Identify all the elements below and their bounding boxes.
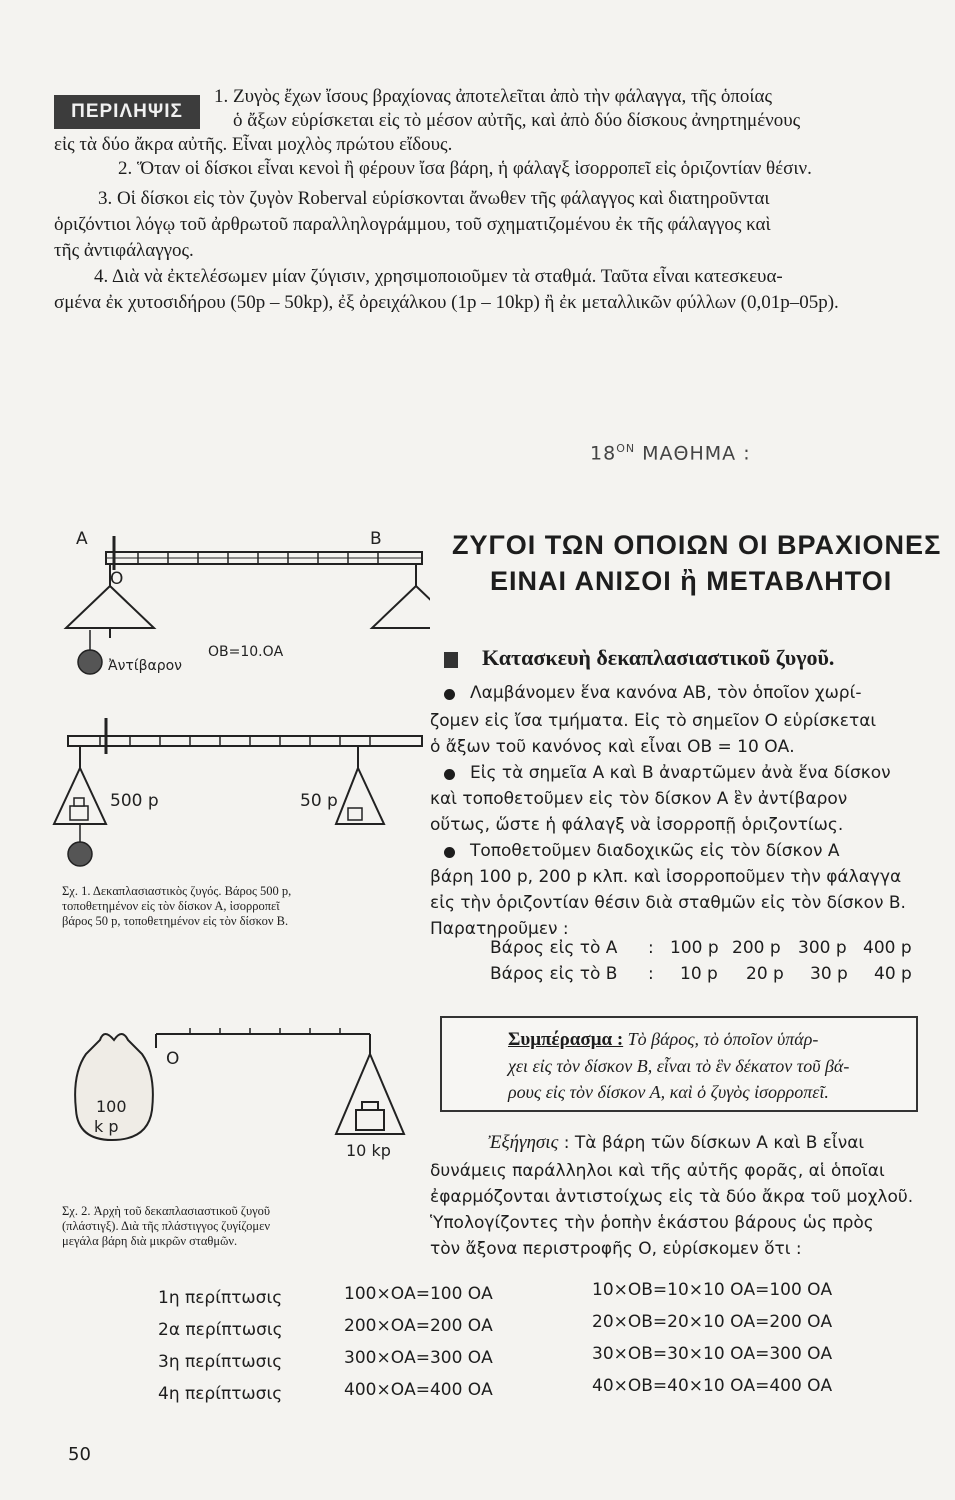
conclusion-box [440,1016,918,1112]
fig1-weight-b: 50 p [300,791,338,811]
bullet-icon [444,847,455,858]
section-line: Παρατηροῦμεν : [430,919,569,939]
obs-b-label: Βάρος εἰς τὸ Β [490,964,618,984]
summary-line: σμένα ἐκ χυτοσιδήρου (50p – 50kp), ἐξ ὀρειχάλκου (1p – 10kp) ἢ ἐκ μεταλλικῶν φύλλων (0,01p–05p). [54,292,839,313]
case-label: 2α περίπτωσις [158,1320,283,1340]
explanation-line: δυνάμεις παράλληλοι καὶ τῆς αὐτῆς φορᾶς, αἱ ὁποῖαι [430,1161,885,1181]
explanation-line: τὸν ἄξονα περιστροφῆς Ο, εὑρίσκομεν ὅτι : [430,1239,802,1259]
section-line: Τοποθετοῦμεν διαδοχικῶς εἰς τὸν δίσκον Α [470,841,840,861]
section-line: Λαμβάνομεν ἕνα κανόνα ΑΒ, τὸν ὁποῖον χωρί- [470,683,862,703]
lesson-title-line2: ΕΙΝΑΙ ΑΝΙΣΟΙ ἢ ΜΕΤΑΒΛΗΤΟΙ [490,566,893,596]
case-right: 10×ΟΒ=10×10 ΟΑ=100 ΟΑ [592,1280,833,1300]
obs-b-value: 30 p [810,964,848,984]
section-line: εἰς τὴν ὁριζοντίαν θέσιν διὰ σταθμῶν εἰς τὸν δίσκον Β. [430,893,906,913]
summary-line: 1. Ζυγὸς ἔχων ἴσους βραχίονας ἀποτελεῖται ἀπὸ τὴν φάλαγγα, τῆς ὁποίας [214,86,773,107]
case-right: 20×ΟΒ=20×10 ΟΑ=200 ΟΑ [592,1312,833,1332]
case-left: 300×ΟΑ=300 ΟΑ [344,1348,493,1368]
case-right: 30×ΟΒ=30×10 ΟΑ=300 ΟΑ [592,1344,833,1364]
fig1-label-o: Ο [110,569,124,589]
section-title: Κατασκευὴ δεκαπλασιαστικοῦ ζυγοῦ. [482,645,835,670]
summary-line: ὁριζόντιοι λόγῳ τοῦ ἀρθρωτοῦ παραλληλογράμμου, τοῦ σχηματιζομένου ἐκ τῆς φάλαγγος καὶ [54,214,771,235]
figure1-balance-diagram [50,520,430,690]
bullet-icon [444,769,455,780]
case-label: 4η περίπτωσις [158,1384,283,1404]
counterweight-icon [68,842,92,866]
lesson-number: $18^{ON}$ ΜΑΘΗΜΑ : [590,442,751,465]
section-line: βάρη 100 p, 200 p κλπ. καὶ ἰσορροποῦμεν τὴν φάλαγγα [430,867,902,887]
fig2-sack-bottom: k p [94,1117,119,1136]
case-label: 1η περίπτωσις [158,1288,283,1308]
conclusion-text: Συμπέρασμα : Τὸ βάρος, τὸ ὁποῖον ὑπάρ- χει εἰς τὸν δίσκον Β, εἶναι τὸ ἓν δέκατον τοῦ βά- ρους εἰς τὸν δίσκον Α, καὶ ὁ ζυγὸς ἰσορροπεῖ. [508,1029,850,1102]
fig2-sack-top: 100 [96,1097,127,1116]
obs-b-value: 20 p [746,964,784,984]
obs-a-value: 200 p [732,938,781,958]
weight-icon [348,808,362,820]
case-left: 100×ΟΑ=100 ΟΑ [344,1284,493,1304]
figure1-weights-diagram [50,714,430,874]
figure2-scale-diagram [60,1014,420,1164]
section-line: ὁ ἄξων τοῦ κανόνος καὶ εἶναι ΟΒ = 10 ΟΑ. [430,737,795,757]
summary-line: ὁ ἄξων εὑρίσκεται εἰς τὸ μέσον αὐτῆς, καὶ ἀπὸ δύο δίσκους ἀνηρτημένους [233,110,801,131]
explanation-line: ἐφαρμόζονται ἀντιστοίχως εἰς τὰ δύο ἄκρα τοῦ μοχλοῦ. [430,1187,914,1207]
section-line: Εἰς τὰ σημεῖα Α καὶ Β ἀναρτῶμεν ἀνὰ ἕνα δίσκον [470,763,891,783]
lesson-title-line1: ΖΥΓΟΙ ΤΩΝ ΟΠΟΙΩΝ ΟΙ ΒΡΑΧΙΟΝΕΣ [452,530,942,560]
summary-line: 4. Διὰ νὰ ἐκτελέσωμεν μίαν ζύγισιν, χρησιμοποιοῦμεν τὰ σταθμά. Ταῦτα εἶναι κατεσκευα- [94,266,783,287]
explanation-label: Ἐξήγησις [488,1132,559,1153]
section-line: οὕτως, ὥστε ἡ φάλαγξ νὰ ἰσορροπῇ ὁριζοντίως. [430,815,844,835]
weight-icon [70,806,88,820]
fig2-weight: 10 kp [346,1141,391,1160]
summary-line: τῆς ἀντιφάλαγγος. [54,240,194,261]
explanation-line: Ὑπολογίζοντες τὴν ῥοπὴν ἑκάστου βάρους ὡς πρὸς [430,1213,874,1233]
explanation-line: Ἐξήγησις : Τὰ βάρη τῶν δίσκων Α καὶ Β εἶναι [488,1132,865,1153]
summary-line: εἰς τὰ δύο ἄκρα αὐτῆς. Εἶναι μοχλὸς πρώτου εἴδους. [54,134,453,155]
obs-a-value: 400 p [863,938,912,958]
fig1-label-b: Β [370,529,382,549]
figure1-caption: Σχ. 1. Δεκαπλασιαστικὸς ζυγός. Βάρος 500 p, τοποθετημένον εἰς τὸν δίσκον Α, ἰσορροπεῖ βάρος 50 p, τοποθετημένον εἰς τὸν δίσκον Β. [62,884,292,928]
obs-b-value: 10 p [680,964,718,984]
summary-line: 3. Οἱ δίσκοι εἰς τὸν ζυγὸν Roberval εὑρίσκονται ἄνωθεν τῆς φάλαγγος καὶ διατηροῦνται [98,188,770,209]
obs-a-label: Βάρος εἰς τὸ Α [490,938,618,958]
fig1-counterweight-label: Ἀντίβαρον [108,658,182,674]
section-marker [444,652,458,668]
fig1-label-a: Α [76,529,88,549]
case-left: 400×ΟΑ=400 ΟΑ [344,1380,493,1400]
obs-a-value: 300 p [798,938,847,958]
fig1-weight-a: 500 p [110,791,159,811]
section-line: ζομεν εἰς ἴσα τμήματα. Εἰς τὸ σημεῖον Ο εὑρίσκεται [430,711,877,731]
obs-b-value: 40 p [874,964,912,984]
fig1-ratio: ΟΒ=10.ΟΑ [208,644,284,660]
counterweight-icon [78,650,102,674]
page-number: 50 [68,1444,91,1465]
case-right: 40×ΟΒ=40×10 ΟΑ=400 ΟΑ [592,1376,833,1396]
section-line: καὶ τοποθετοῦμεν εἰς τὸν δίσκον Α ἓν ἀντίβαρον [430,789,848,809]
bullet-icon [444,689,455,700]
obs-sep: : [648,964,654,984]
obs-a-value: 100 p [670,938,719,958]
case-label: 3η περίπτωσις [158,1352,283,1372]
summary-line: 2. Ὅταν οἱ δίσκοι εἶναι κενοὶ ἢ φέρουν ἴσα βάρη, ἡ φάλαγξ ἰσορροπεῖ εἰς ὁριζοντίαν θέσιν. [118,158,812,179]
summary-label: ΠΕΡΙΛΗΨΙΣ [54,95,200,129]
fig2-label-o: Ο [166,1049,180,1069]
obs-sep: : [648,938,654,958]
conclusion-label: Συμπέρασμα : [508,1029,624,1050]
case-left: 200×ΟΑ=200 ΟΑ [344,1316,493,1336]
figure2-caption: Σχ. 2. Ἀρχὴ τοῦ δεκαπλασιαστικοῦ ζυγοῦ (πλάστιγξ). Διὰ τῆς πλάστιγγος ζυγίζομεν μεγάλα βάρη διὰ μικρῶν σταθμῶν. [62,1204,271,1248]
